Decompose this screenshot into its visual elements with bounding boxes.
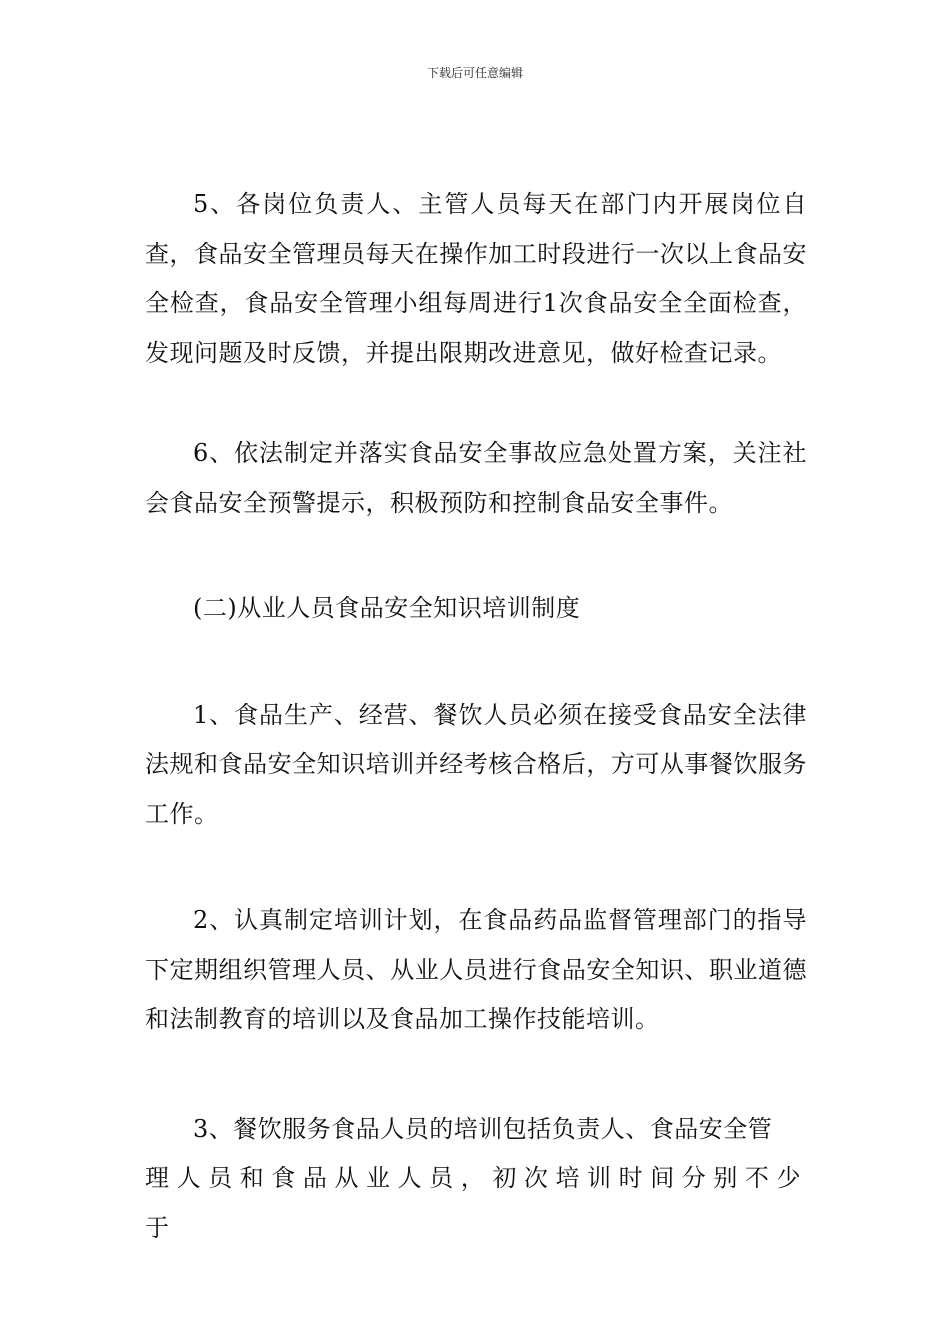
page-header: 下载后可任意编辑 xyxy=(426,66,523,80)
paragraph-training-scope-line2: 理人员和食品从业人员，初次培训时间分别不少于 xyxy=(145,1164,807,1242)
document-body xyxy=(145,180,807,1253)
paragraph-training-requirement: 1、食品生产、经营、餐饮人员必须在接受食品安全法律法规和食品安全知识培训并经考核合格后，方可从事餐饮服务工作。 xyxy=(145,700,807,828)
paragraph-daily-inspection: 5、各岗位负责人、主管人员每天在部门内开展岗位自查，食品安全管理员每天在操作加工时段进行一次以上食品安全检查，食品安全管理小组每周进行1次食品安全全面检查，发现问题及时反馈，并提出限期改进意见，做好检查记录。 xyxy=(145,190,807,367)
paragraph-training-scope xyxy=(145,1105,807,1254)
paragraph-training-scope-line1: 3、餐饮服务食品人员的培训包括负责人、食品安全管 xyxy=(193,1114,773,1143)
paragraph-training-plan: 2、认真制定培训计划，在食品药品监督管理部门的指导下定期组织管理人员、从业人员进行食品安全知识、职业道德和法制教育的培训以及食品加工操作技能培训。 xyxy=(145,906,807,1033)
paragraph-emergency-plan: 6、依法制定并落实食品安全事故应急处置方案，关注社会食品安全预警提示，积极预防和控制食品安全事件。 xyxy=(145,439,807,517)
section-heading-training: (二)从业人员食品安全知识培训制度 xyxy=(193,594,581,622)
